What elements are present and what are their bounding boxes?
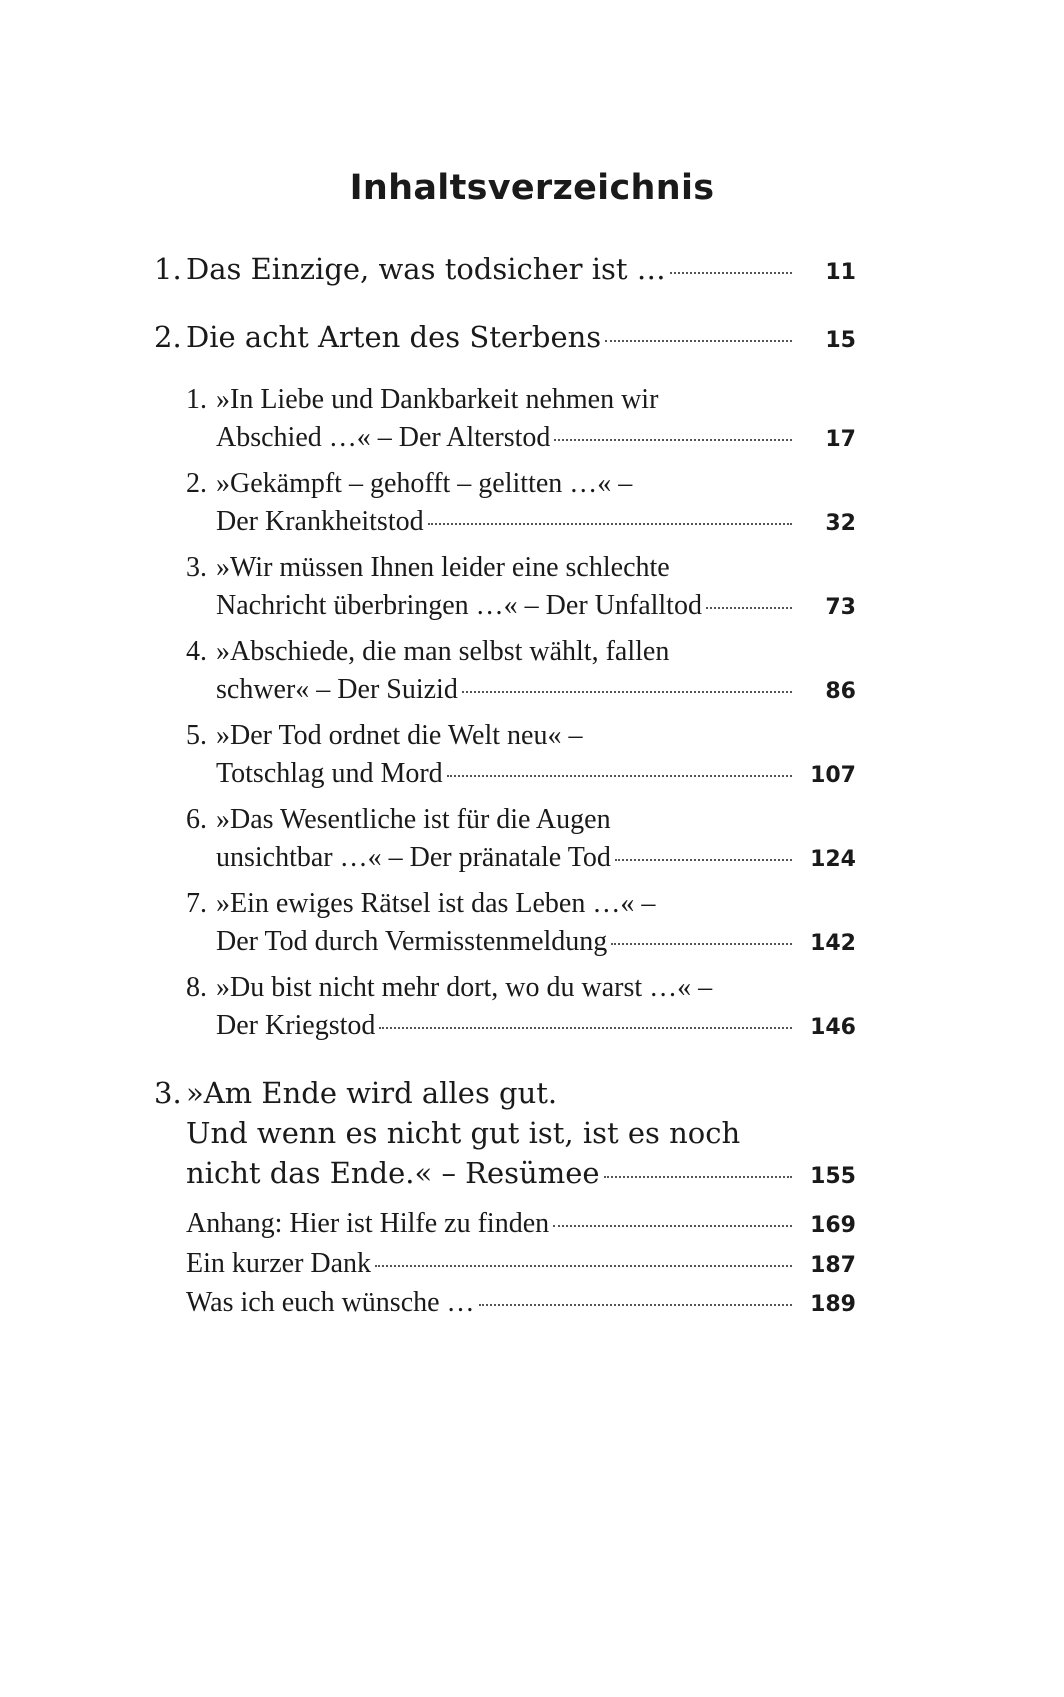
subsection-title-line: unsichtbar …« – Der pränatale Tod: [216, 842, 611, 873]
dot-leader: [553, 1225, 792, 1227]
dot-leader: [375, 1265, 792, 1267]
page-number: 17: [825, 427, 856, 452]
dot-leader: [706, 607, 792, 609]
appendix-title: Ein kurzer Dank: [186, 1248, 372, 1279]
page-number: 15: [825, 328, 856, 353]
dot-leader: [604, 1176, 792, 1178]
page-number: 189: [810, 1292, 856, 1317]
subsection-title-line: »Der Tod ordnet die Welt neu« –: [216, 720, 583, 751]
subsection-number: 1.: [186, 384, 207, 415]
chapter-title-line: »Am Ende wird alles gut.: [186, 1076, 558, 1110]
toc-chapter-1[interactable]: [154, 252, 856, 286]
subsection-number: 4.: [186, 636, 207, 667]
toc-chapter-3[interactable]: [154, 1076, 856, 1190]
subsection-title-line: »Du bist nicht mehr dort, wo du warst …« –: [216, 972, 713, 1003]
subsection-title-line: Abschied …« – Der Alterstod: [216, 422, 551, 453]
subsection-title-line: »Wir müssen Ihnen leider eine schlechte: [216, 552, 670, 583]
dot-leader: [611, 943, 792, 945]
chapter-number: 3.: [154, 1076, 182, 1110]
page-number: 146: [810, 1015, 856, 1040]
toc-chapter-2[interactable]: [154, 320, 856, 354]
dot-leader: [670, 272, 792, 274]
subsection-number: 3.: [186, 552, 207, 583]
toc-appendix-help[interactable]: [186, 1208, 856, 1240]
page-number: 124: [810, 847, 856, 872]
page-number: 73: [825, 595, 856, 620]
chapter-title: Das Einzige, was todsicher ist …: [186, 252, 666, 286]
chapter-title: Die acht Arten des Sterbens: [186, 320, 602, 354]
page-number: 142: [810, 931, 856, 956]
dot-leader: [379, 1027, 792, 1029]
subsection-title-line: Nachricht überbringen …« – Der Unfalltod: [216, 590, 702, 621]
dot-leader: [615, 859, 792, 861]
subsection-number: 5.: [186, 720, 207, 751]
subsection-title-line: »In Liebe und Dankbarkeit nehmen wir: [216, 384, 659, 415]
subsection-number: 2.: [186, 468, 207, 499]
page-title: Inhaltsverzeichnis: [349, 168, 715, 208]
subsection-title-line: »Das Wesentliche ist für die Augen: [216, 804, 611, 835]
dot-leader: [428, 523, 792, 525]
toc-subsection-6[interactable]: [154, 804, 856, 874]
chapter-number: 2.: [154, 320, 182, 354]
appendix-title: Anhang: Hier ist Hilfe zu finden: [186, 1208, 550, 1239]
subsection-title-line: »Gekämpft – gehofft – gelitten …« –: [216, 468, 633, 499]
appendix-title: Was ich euch wünsche …: [186, 1287, 475, 1318]
chapter-title-line: Und wenn es nicht gut ist, ist es noch: [186, 1116, 741, 1150]
toc-subsection-8[interactable]: [154, 972, 856, 1042]
subsection-title-line: Der Tod durch Vermisstenmeldung: [216, 926, 608, 957]
dot-leader: [447, 775, 792, 777]
page-number: 86: [825, 679, 856, 704]
dot-leader: [479, 1304, 792, 1306]
toc-subsection-5[interactable]: [154, 720, 856, 790]
toc-appendix-thanks[interactable]: [186, 1248, 856, 1280]
chapter-number: 1.: [154, 252, 182, 286]
page-number: 187: [810, 1253, 856, 1278]
page-number: 107: [810, 763, 856, 788]
dot-leader: [554, 439, 792, 441]
subsection-title-line: Der Kriegstod: [216, 1010, 376, 1041]
subsection-title-line: schwer« – Der Suizid: [216, 674, 458, 705]
page-number: 169: [810, 1213, 856, 1238]
toc-subsection-2[interactable]: [154, 468, 856, 538]
page-number: 11: [825, 260, 856, 285]
subsection-title-line: »Abschiede, die man selbst wählt, fallen: [216, 636, 670, 667]
subsection-number: 6.: [186, 804, 207, 835]
subsection-title-line: »Ein ewiges Rätsel ist das Leben …« –: [216, 888, 656, 919]
subsection-title-line: Totschlag und Mord: [216, 758, 443, 789]
toc-subsection-7[interactable]: [154, 888, 856, 958]
subsection-title-line: Der Krankheitstod: [216, 506, 424, 537]
dot-leader: [605, 340, 792, 342]
toc-subsection-3[interactable]: [154, 552, 856, 622]
toc-subsection-1[interactable]: [154, 384, 856, 454]
dot-leader: [462, 691, 792, 693]
toc-subsection-4[interactable]: [154, 636, 856, 706]
page-number: 155: [810, 1164, 856, 1189]
toc-appendix-wishes[interactable]: [186, 1287, 856, 1319]
page-number: 32: [825, 511, 856, 536]
subsection-number: 8.: [186, 972, 207, 1003]
subsection-number: 7.: [186, 888, 207, 919]
chapter-title-line: nicht das Ende.« – Resümee: [186, 1156, 600, 1190]
